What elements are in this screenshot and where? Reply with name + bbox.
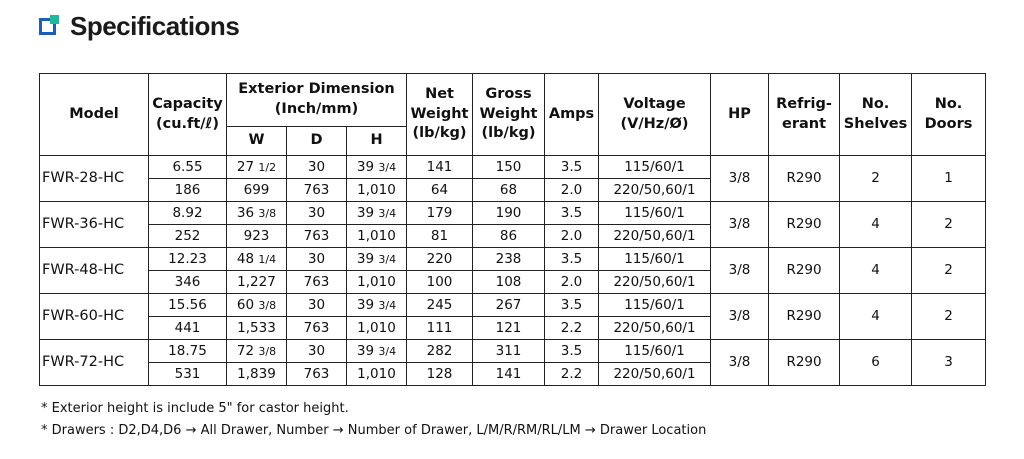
width-mm: 1,227: [227, 271, 287, 294]
model-cell: FWR-72-HC: [40, 340, 149, 386]
width-inch-whole: 36: [236, 204, 255, 221]
width-inch-whole: 72: [236, 342, 255, 359]
hp-cell: 3/8: [711, 248, 769, 294]
header-net-weight: Net Weight (lb/kg): [407, 74, 473, 156]
refrigerant-cell: R290: [769, 248, 840, 294]
amps-115: 3.5: [545, 156, 599, 179]
amps-115: 3.5: [545, 294, 599, 317]
width-inch: [227, 294, 287, 317]
voltage-220: 220/50,60/1: [599, 179, 711, 202]
width-inch-whole: 48: [236, 250, 255, 267]
header-gross-weight: Gross Weight (lb/kg): [473, 74, 545, 156]
net-weight-kg: 111: [407, 317, 473, 340]
capacity-liters: 346: [149, 271, 227, 294]
height-inch-whole: 39: [356, 204, 375, 221]
width-mm: 1,533: [227, 317, 287, 340]
capacity-liters: 252: [149, 225, 227, 248]
width-mm: 699: [227, 179, 287, 202]
net-weight-kg: 81: [407, 225, 473, 248]
header-shelves: No. Shelves: [840, 74, 912, 156]
footnotes: [41, 398, 706, 442]
gross-weight-lb: 238: [473, 248, 545, 271]
height-inch: [347, 248, 407, 271]
height-inch-fraction: 3/4: [378, 344, 397, 358]
amps-220: 2.0: [545, 225, 599, 248]
gross-weight-kg: 68: [473, 179, 545, 202]
amps-220: 2.0: [545, 179, 599, 202]
width-mm: 1,839: [227, 363, 287, 386]
voltage-115: 115/60/1: [599, 202, 711, 225]
header-width: W: [227, 127, 287, 156]
model-cell: FWR-60-HC: [40, 294, 149, 340]
table-row: [40, 340, 986, 363]
capacity-cuft: 15.56: [149, 294, 227, 317]
capacity-cuft: 18.75: [149, 340, 227, 363]
table-row: [40, 294, 986, 317]
gross-weight-lb: 150: [473, 156, 545, 179]
voltage-115: 115/60/1: [599, 156, 711, 179]
shelves-cell: 6: [840, 340, 912, 386]
height-mm: 1,010: [347, 271, 407, 294]
height-inch-whole: 39: [356, 342, 375, 359]
refrigerant-cell: R290: [769, 294, 840, 340]
net-weight-lb: 179: [407, 202, 473, 225]
capacity-cuft: 12.23: [149, 248, 227, 271]
shelves-cell: 4: [840, 248, 912, 294]
width-inch-whole: 27: [236, 158, 255, 175]
doors-cell: 2: [912, 202, 986, 248]
doors-cell: 1: [912, 156, 986, 202]
capacity-cuft: 8.92: [149, 202, 227, 225]
model-cell: FWR-28-HC: [40, 156, 149, 202]
footnote-castor: * Exterior height is include 5" for castor height.: [41, 401, 349, 416]
width-inch-fraction: 1/4: [258, 252, 277, 266]
width-inch-whole: 60: [236, 296, 255, 313]
amps-115: 3.5: [545, 248, 599, 271]
voltage-115: 115/60/1: [599, 248, 711, 271]
amps-115: 3.5: [545, 202, 599, 225]
page-header: [39, 11, 239, 41]
gross-weight-lb: 311: [473, 340, 545, 363]
doors-cell: 2: [912, 294, 986, 340]
depth-inch: 30: [287, 340, 347, 363]
specifications-body: [40, 156, 986, 386]
doors-cell: 2: [912, 248, 986, 294]
depth-mm: 763: [287, 225, 347, 248]
width-mm: 923: [227, 225, 287, 248]
height-inch-fraction: 3/4: [378, 252, 397, 266]
footnote-drawers: * Drawers : D2,D4,D6 → All Drawer, Number → Number of Drawer, L/M/R/RM/RL/LM → Drawer Location: [41, 423, 707, 438]
table-row: [40, 156, 986, 179]
hp-cell: 3/8: [711, 294, 769, 340]
gross-weight-kg: 141: [473, 363, 545, 386]
depth-inch: 30: [287, 156, 347, 179]
gross-weight-kg: 108: [473, 271, 545, 294]
width-inch: [227, 340, 287, 363]
width-inch: [227, 202, 287, 225]
header-model: Model: [40, 74, 149, 156]
depth-inch: 30: [287, 294, 347, 317]
hp-cell: 3/8: [711, 156, 769, 202]
height-inch: [347, 294, 407, 317]
voltage-220: 220/50,60/1: [599, 317, 711, 340]
depth-mm: 763: [287, 271, 347, 294]
refrigerant-cell: R290: [769, 340, 840, 386]
shelves-cell: 2: [840, 156, 912, 202]
height-inch: [347, 202, 407, 225]
net-weight-lb: 220: [407, 248, 473, 271]
model-cell: FWR-36-HC: [40, 202, 149, 248]
width-inch-fraction: 1/2: [258, 160, 277, 174]
header-depth: D: [287, 127, 347, 156]
capacity-liters: 186: [149, 179, 227, 202]
height-mm: 1,010: [347, 179, 407, 202]
height-inch-whole: 39: [356, 158, 375, 175]
height-inch-fraction: 3/4: [378, 160, 397, 174]
refrigerant-cell: R290: [769, 156, 840, 202]
header-hp: HP: [711, 74, 769, 156]
width-inch-fraction: 3/8: [258, 344, 277, 358]
height-inch: [347, 156, 407, 179]
width-inch: [227, 248, 287, 271]
height-inch: [347, 340, 407, 363]
capacity-liters: 441: [149, 317, 227, 340]
width-inch-fraction: 3/8: [258, 206, 277, 220]
page-title: Specifications: [70, 10, 240, 41]
net-weight-kg: 100: [407, 271, 473, 294]
height-inch-whole: 39: [356, 250, 375, 267]
width-inch-fraction: 3/8: [258, 298, 277, 312]
depth-mm: 763: [287, 317, 347, 340]
voltage-115: 115/60/1: [599, 340, 711, 363]
width-inch: [227, 156, 287, 179]
table-row: [40, 248, 986, 271]
header-capacity: Capacity (cu.ft/ℓ): [149, 74, 227, 156]
amps-115: 3.5: [545, 340, 599, 363]
amps-220: 2.0: [545, 271, 599, 294]
net-weight-lb: 245: [407, 294, 473, 317]
voltage-220: 220/50,60/1: [599, 271, 711, 294]
refrigerant-cell: R290: [769, 202, 840, 248]
depth-inch: 30: [287, 248, 347, 271]
capacity-cuft: 6.55: [149, 156, 227, 179]
net-weight-kg: 64: [407, 179, 473, 202]
height-mm: 1,010: [347, 225, 407, 248]
hp-cell: 3/8: [711, 340, 769, 386]
depth-mm: 763: [287, 363, 347, 386]
header-height: H: [347, 127, 407, 156]
height-mm: 1,010: [347, 363, 407, 386]
header-doors: No. Doors: [912, 74, 986, 156]
table-row: [40, 202, 986, 225]
shelves-cell: 4: [840, 202, 912, 248]
model-cell: FWR-48-HC: [40, 248, 149, 294]
header-amps: Amps: [545, 74, 599, 156]
header-exterior-dimension: Exterior Dimension (Inch/mm): [227, 74, 407, 127]
specifications-table: [39, 73, 986, 386]
capacity-liters: 531: [149, 363, 227, 386]
net-weight-kg: 128: [407, 363, 473, 386]
specifications-logo-icon: [39, 15, 61, 37]
voltage-220: 220/50,60/1: [599, 225, 711, 248]
header-voltage: Voltage (V/Hz/Ø): [599, 74, 711, 156]
depth-mm: 763: [287, 179, 347, 202]
gross-weight-lb: 190: [473, 202, 545, 225]
amps-220: 2.2: [545, 363, 599, 386]
net-weight-lb: 282: [407, 340, 473, 363]
height-inch-fraction: 3/4: [378, 206, 397, 220]
shelves-cell: 4: [840, 294, 912, 340]
net-weight-lb: 141: [407, 156, 473, 179]
header-refrigerant: Refrig- erant: [769, 74, 840, 156]
hp-cell: 3/8: [711, 202, 769, 248]
gross-weight-kg: 121: [473, 317, 545, 340]
depth-inch: 30: [287, 202, 347, 225]
gross-weight-lb: 267: [473, 294, 545, 317]
doors-cell: 3: [912, 340, 986, 386]
voltage-115: 115/60/1: [599, 294, 711, 317]
height-mm: 1,010: [347, 317, 407, 340]
height-inch-whole: 39: [356, 296, 375, 313]
gross-weight-kg: 86: [473, 225, 545, 248]
amps-220: 2.2: [545, 317, 599, 340]
height-inch-fraction: 3/4: [378, 298, 397, 312]
voltage-220: 220/50,60/1: [599, 363, 711, 386]
